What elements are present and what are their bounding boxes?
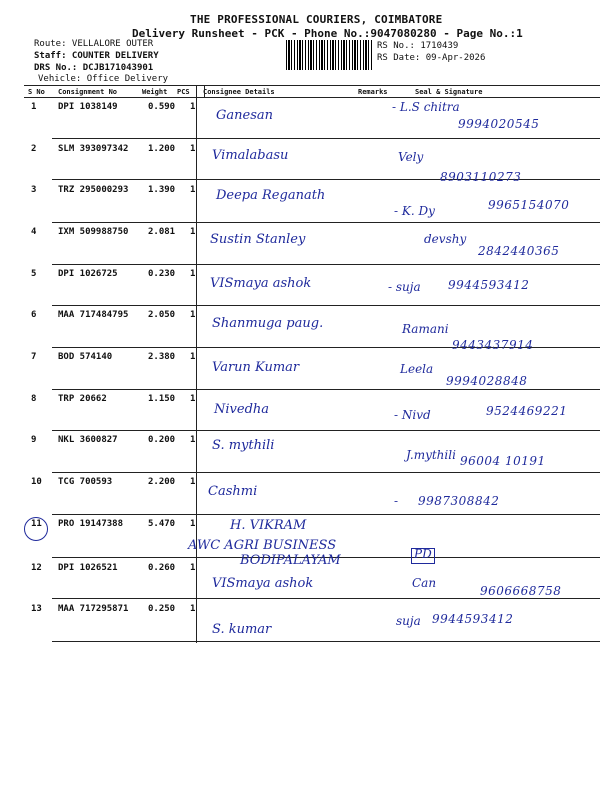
- phone-handwriting: 9606668758: [480, 584, 562, 598]
- row-divider: [52, 264, 600, 265]
- pcs-value: 1: [190, 604, 196, 614]
- phone-handwriting: 9987308842: [418, 494, 500, 508]
- table-top-rule: [24, 85, 600, 86]
- signature-handwriting: - suja: [388, 280, 421, 294]
- row-sno: 2: [31, 144, 37, 154]
- runsheet-title: Delivery Runsheet - PCK - Phone No.:9047080280 - Page No.:1: [132, 27, 523, 40]
- row-divider: [52, 641, 600, 642]
- row-divider: [52, 138, 600, 139]
- place-note-handwriting: BODIPALAYAM: [240, 553, 341, 568]
- consignment-number: DPI 1026725: [58, 269, 118, 279]
- consignment-number: MAA 717295871: [58, 604, 129, 614]
- consignment-number: DPI 1026521: [58, 563, 118, 573]
- consignee-handwriting: Ganesan: [216, 108, 273, 123]
- phone-handwriting: 9994028848: [446, 374, 528, 388]
- pcs-value: 1: [190, 477, 196, 487]
- row-sno: 9: [31, 435, 37, 445]
- header-pcs: PCS: [177, 88, 190, 96]
- row-divider: [52, 472, 600, 473]
- signature-handwriting: - L.S chitra: [392, 100, 460, 114]
- consignment-number: IXM 509988750: [58, 227, 129, 237]
- phone-handwriting: 9524469221: [486, 404, 568, 418]
- row-divider: [52, 430, 600, 431]
- pcs-value: 1: [190, 310, 196, 320]
- header-seal: Seal & Signature: [415, 88, 483, 96]
- row-sno: 1: [31, 102, 37, 112]
- vehicle-label: Vehicle: Office Delivery: [38, 74, 169, 84]
- phone-handwriting: 9994020545: [458, 117, 540, 131]
- consignee-handwriting: H. VIKRAM: [230, 518, 307, 533]
- weight-value: 0.590: [148, 102, 176, 112]
- consignee-handwriting: VISmaya ashok: [212, 576, 314, 591]
- rs-number: RS No.: 1710439: [377, 41, 459, 51]
- pcs-value: 1: [190, 394, 196, 404]
- row-sno: 12: [31, 563, 42, 573]
- weight-value: 1.390: [148, 185, 176, 195]
- pcs-value: 1: [190, 352, 196, 362]
- column-divider: [204, 85, 205, 97]
- row-divider: [52, 305, 600, 306]
- consignee-handwriting: Deepa Reganath: [216, 188, 326, 203]
- route-label: Route: VELLALORE OUTER: [34, 39, 154, 49]
- weight-value: 0.230: [148, 269, 176, 279]
- signature-handwriting: J.mythili: [406, 448, 456, 462]
- pcs-value: 1: [190, 269, 196, 279]
- header-consignment: Consignment No: [58, 88, 118, 96]
- signature-handwriting: suja: [396, 614, 421, 628]
- row-divider: [52, 598, 600, 599]
- row-divider: [52, 514, 600, 515]
- consignee-handwriting: Varun Kumar: [212, 360, 300, 375]
- weight-value: 2.081: [148, 227, 176, 237]
- row-sno: 8: [31, 394, 37, 404]
- header-remarks: Remarks: [358, 88, 388, 96]
- consignment-number: PRO 19147388: [58, 519, 124, 529]
- consignee-handwriting: Vimalabasu: [212, 148, 289, 163]
- phone-handwriting: 2842440365: [478, 244, 560, 258]
- signature-handwriting: - Nivd: [394, 408, 431, 422]
- company-title: THE PROFESSIONAL COURIERS, COIMBATORE: [190, 13, 443, 26]
- barcode: [286, 40, 374, 70]
- pcs-value: 1: [190, 144, 196, 154]
- phone-handwriting: 9944593412: [432, 612, 514, 626]
- pcs-value: 1: [190, 227, 196, 237]
- signature-handwriting: - K. Dy: [394, 204, 435, 218]
- consignment-number: TRP 20662: [58, 394, 107, 404]
- signature-handwriting: Can: [412, 576, 437, 590]
- header-sno: S No: [28, 88, 45, 96]
- column-divider: [196, 85, 197, 643]
- consignment-number: DPI 1038149: [58, 102, 118, 112]
- row-sno: 4: [31, 227, 37, 237]
- pcs-value: 1: [190, 185, 196, 195]
- consignee-handwriting: Nivedha: [214, 402, 270, 417]
- header-consignee: Consignee Details: [203, 88, 275, 96]
- consignee-handwriting: VISmaya ashok: [210, 276, 312, 291]
- row-sno: 5: [31, 269, 37, 279]
- consignment-number: MAA 717484795: [58, 310, 129, 320]
- weight-value: 2.050: [148, 310, 176, 320]
- weight-value: 2.380: [148, 352, 176, 362]
- consignment-number: TCG 700593: [58, 477, 113, 487]
- consignment-number: BOD 574140: [58, 352, 113, 362]
- consignee-handwriting: S. mythili: [212, 438, 275, 453]
- row-divider: [52, 389, 600, 390]
- phone-handwriting: 9944593412: [448, 278, 530, 292]
- signature-handwriting: Leela: [400, 362, 434, 376]
- drs-number: DRS No.: DCJB171043901: [34, 63, 154, 73]
- weight-value: 1.150: [148, 394, 176, 404]
- phone-handwriting: 96004 10191: [460, 454, 546, 468]
- signature-handwriting: devshy: [424, 232, 467, 246]
- weight-value: 2.200: [148, 477, 176, 487]
- weight-value: 5.470: [148, 519, 176, 529]
- pcs-value: 1: [190, 563, 196, 573]
- weight-value: 0.250: [148, 604, 176, 614]
- signature-handwriting: Vely: [398, 150, 424, 164]
- pcs-value: 1: [190, 102, 196, 112]
- consignment-number: TRZ 295000293: [58, 185, 129, 195]
- weight-value: 1.200: [148, 144, 176, 154]
- phone-handwriting: 9965154070: [488, 198, 570, 212]
- row-divider: [52, 222, 600, 223]
- consignment-number: SLM 393097342: [58, 144, 129, 154]
- weight-value: 0.260: [148, 563, 176, 573]
- rs-date: RS Date: 09-Apr-2026: [377, 53, 486, 63]
- row-sno: 7: [31, 352, 37, 362]
- consignee-handwriting: Shanmuga paug.: [212, 316, 324, 331]
- consignment-number: NKL 3600827: [58, 435, 118, 445]
- row-sno: 3: [31, 185, 37, 195]
- row-sno: 11: [31, 519, 42, 529]
- header-weight: Weight: [142, 88, 168, 96]
- consignee-handwriting: Cashmi: [208, 484, 258, 499]
- staff-label: Staff: COUNTER DELIVERY: [34, 51, 159, 61]
- consignee-note-handwriting: AWC AGRI BUSINESS: [188, 538, 337, 553]
- row-sno: 13: [31, 604, 42, 614]
- table-header-rule: [24, 97, 600, 98]
- row-sno: 6: [31, 310, 37, 320]
- consignee-handwriting: S. kumar: [212, 622, 272, 637]
- phone-handwriting: 8903110273: [440, 170, 522, 184]
- signature-handwriting: Ramani: [402, 322, 449, 336]
- phone-handwriting: 9443437914: [452, 338, 534, 352]
- stamp-handwriting: PD: [414, 547, 432, 561]
- row-sno: 10: [31, 477, 42, 487]
- signature-handwriting: -: [394, 494, 399, 508]
- pcs-value: 1: [190, 519, 196, 529]
- consignee-handwriting: Sustin Stanley: [210, 232, 306, 247]
- weight-value: 0.200: [148, 435, 176, 445]
- pcs-value: 1: [190, 435, 196, 445]
